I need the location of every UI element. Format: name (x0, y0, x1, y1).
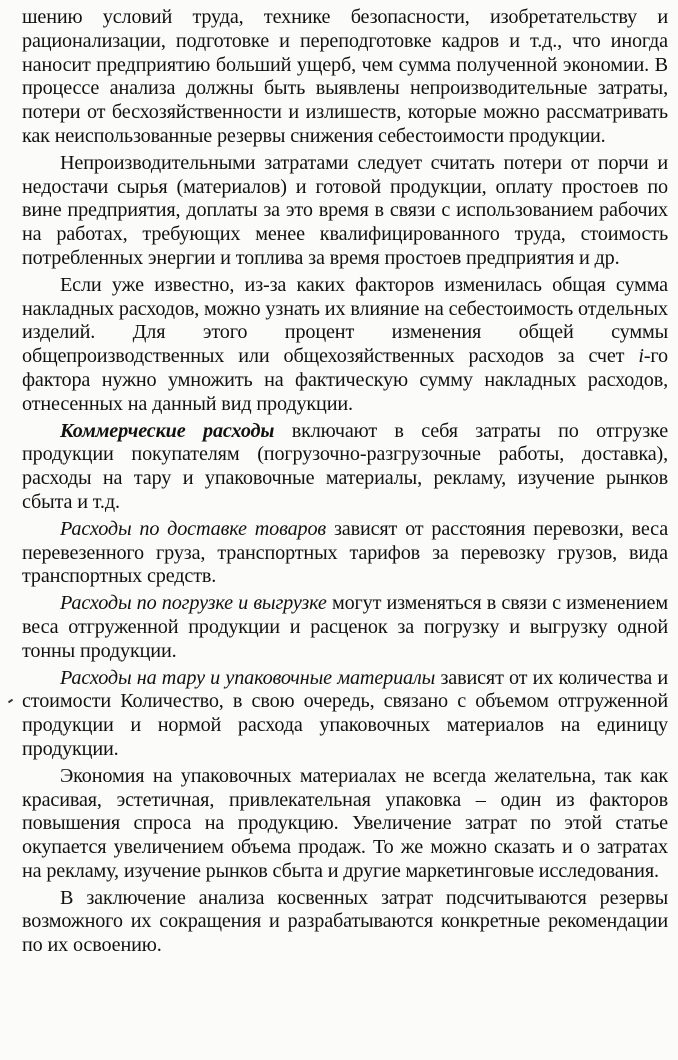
italic-term: Расходы по доставке товаров (60, 517, 327, 540)
italic-term: Расходы на тару и упаковочные материалы (60, 666, 436, 689)
paragraph (22, 274, 668, 417)
paragraph-text: зависят от их количества и стоимости Количество, в свою очередь, связано с объемом отгруженной продукции и нормой расхода упаковочных материалов на единицу продукции. (22, 666, 668, 760)
paragraph-text: зависят от расстояния перевозки, веса перевезенного груза, транспортных тарифов за перевозку грузов, вида транспортных средств. (22, 517, 669, 588)
paragraph-text: шению условий труда, технике безопасности, изобретательству и рационализации, подготовке и переподготовке кадров и т.д., что иногда наносит предприятию больший ущерб, чем сумма полученной экономии. В процессе анализа должны быть выявлены непроизводительные затраты, потери от бесхозяйственности и излишеств, которые можно рассматривать как неиспользованные резервы снижения себестоимости продукции. (22, 6, 668, 147)
paragraph (22, 765, 668, 884)
margin-mark (8, 699, 13, 704)
paragraph (22, 592, 668, 663)
paragraph-text: могут изменяться в связи с изменением веса отгруженной продукции и расценок за погрузку и выгрузку одной тонны продукции. (22, 592, 668, 662)
paragraph (22, 152, 668, 271)
paragraph (22, 6, 668, 149)
paragraph-text: -го фактора нужно умножить на фактическую сумму накладных расходов, отнесенных на данный вид продукции. (22, 345, 668, 415)
paragraph (22, 420, 668, 515)
paragraph-text: Если уже известно, из-за каких факторов изменилась общая сумма накладных расходов, можно узнать их влияние на себестоимость отдельных изделий. Для этого процент изменения общей суммы общепроизводственных или общехозяйственных расходов за счет (22, 273, 668, 368)
paragraph (22, 518, 668, 589)
italic-term: i (638, 345, 644, 368)
paragraph-text: включают в себя затраты по отгрузке продукции покупателям (погрузочно-разгрузочные работы, доставка), расходы на тару и упаковочные материалы, рекламу, изучение рынков сбыта и т.д. (22, 419, 669, 513)
paragraph (22, 667, 668, 762)
paragraph-text: В заключение анализа косвенных затрат подсчитываются резервы возможного их сокращения и разрабатываются конкретные рекомендации по их освоению. (22, 886, 668, 957)
paragraph-text: Непроизводительными затратами следует считать потери от порчи и недостачи сырья (материалов) и готовой продукции, оплату простоев по вине предприятия, доплаты за это время в связи с использованием рабочих на работах, требующих менее квалифицированного труда, стоимость потребленных энергии и топлива за время простоев предприятия и др. (22, 151, 668, 269)
italic-term: Расходы по погрузке и выгрузке (60, 592, 327, 615)
text-body (22, 6, 668, 958)
bold-italic-term: Коммерческие расходы (60, 419, 275, 442)
paragraph-text: Экономия на упаковочных материалах не всегда желательна, так как красивая, эстетичная, привлекательная упаковка – один из факторов повышения спроса на продукцию. Увеличение затрат по этой статье окупается увеличением объема продаж. То же можно сказать и о затратах на рекламу, изучение рынков сбыта и другие маркетинговые исследования. (22, 764, 668, 882)
paragraph (22, 887, 668, 958)
